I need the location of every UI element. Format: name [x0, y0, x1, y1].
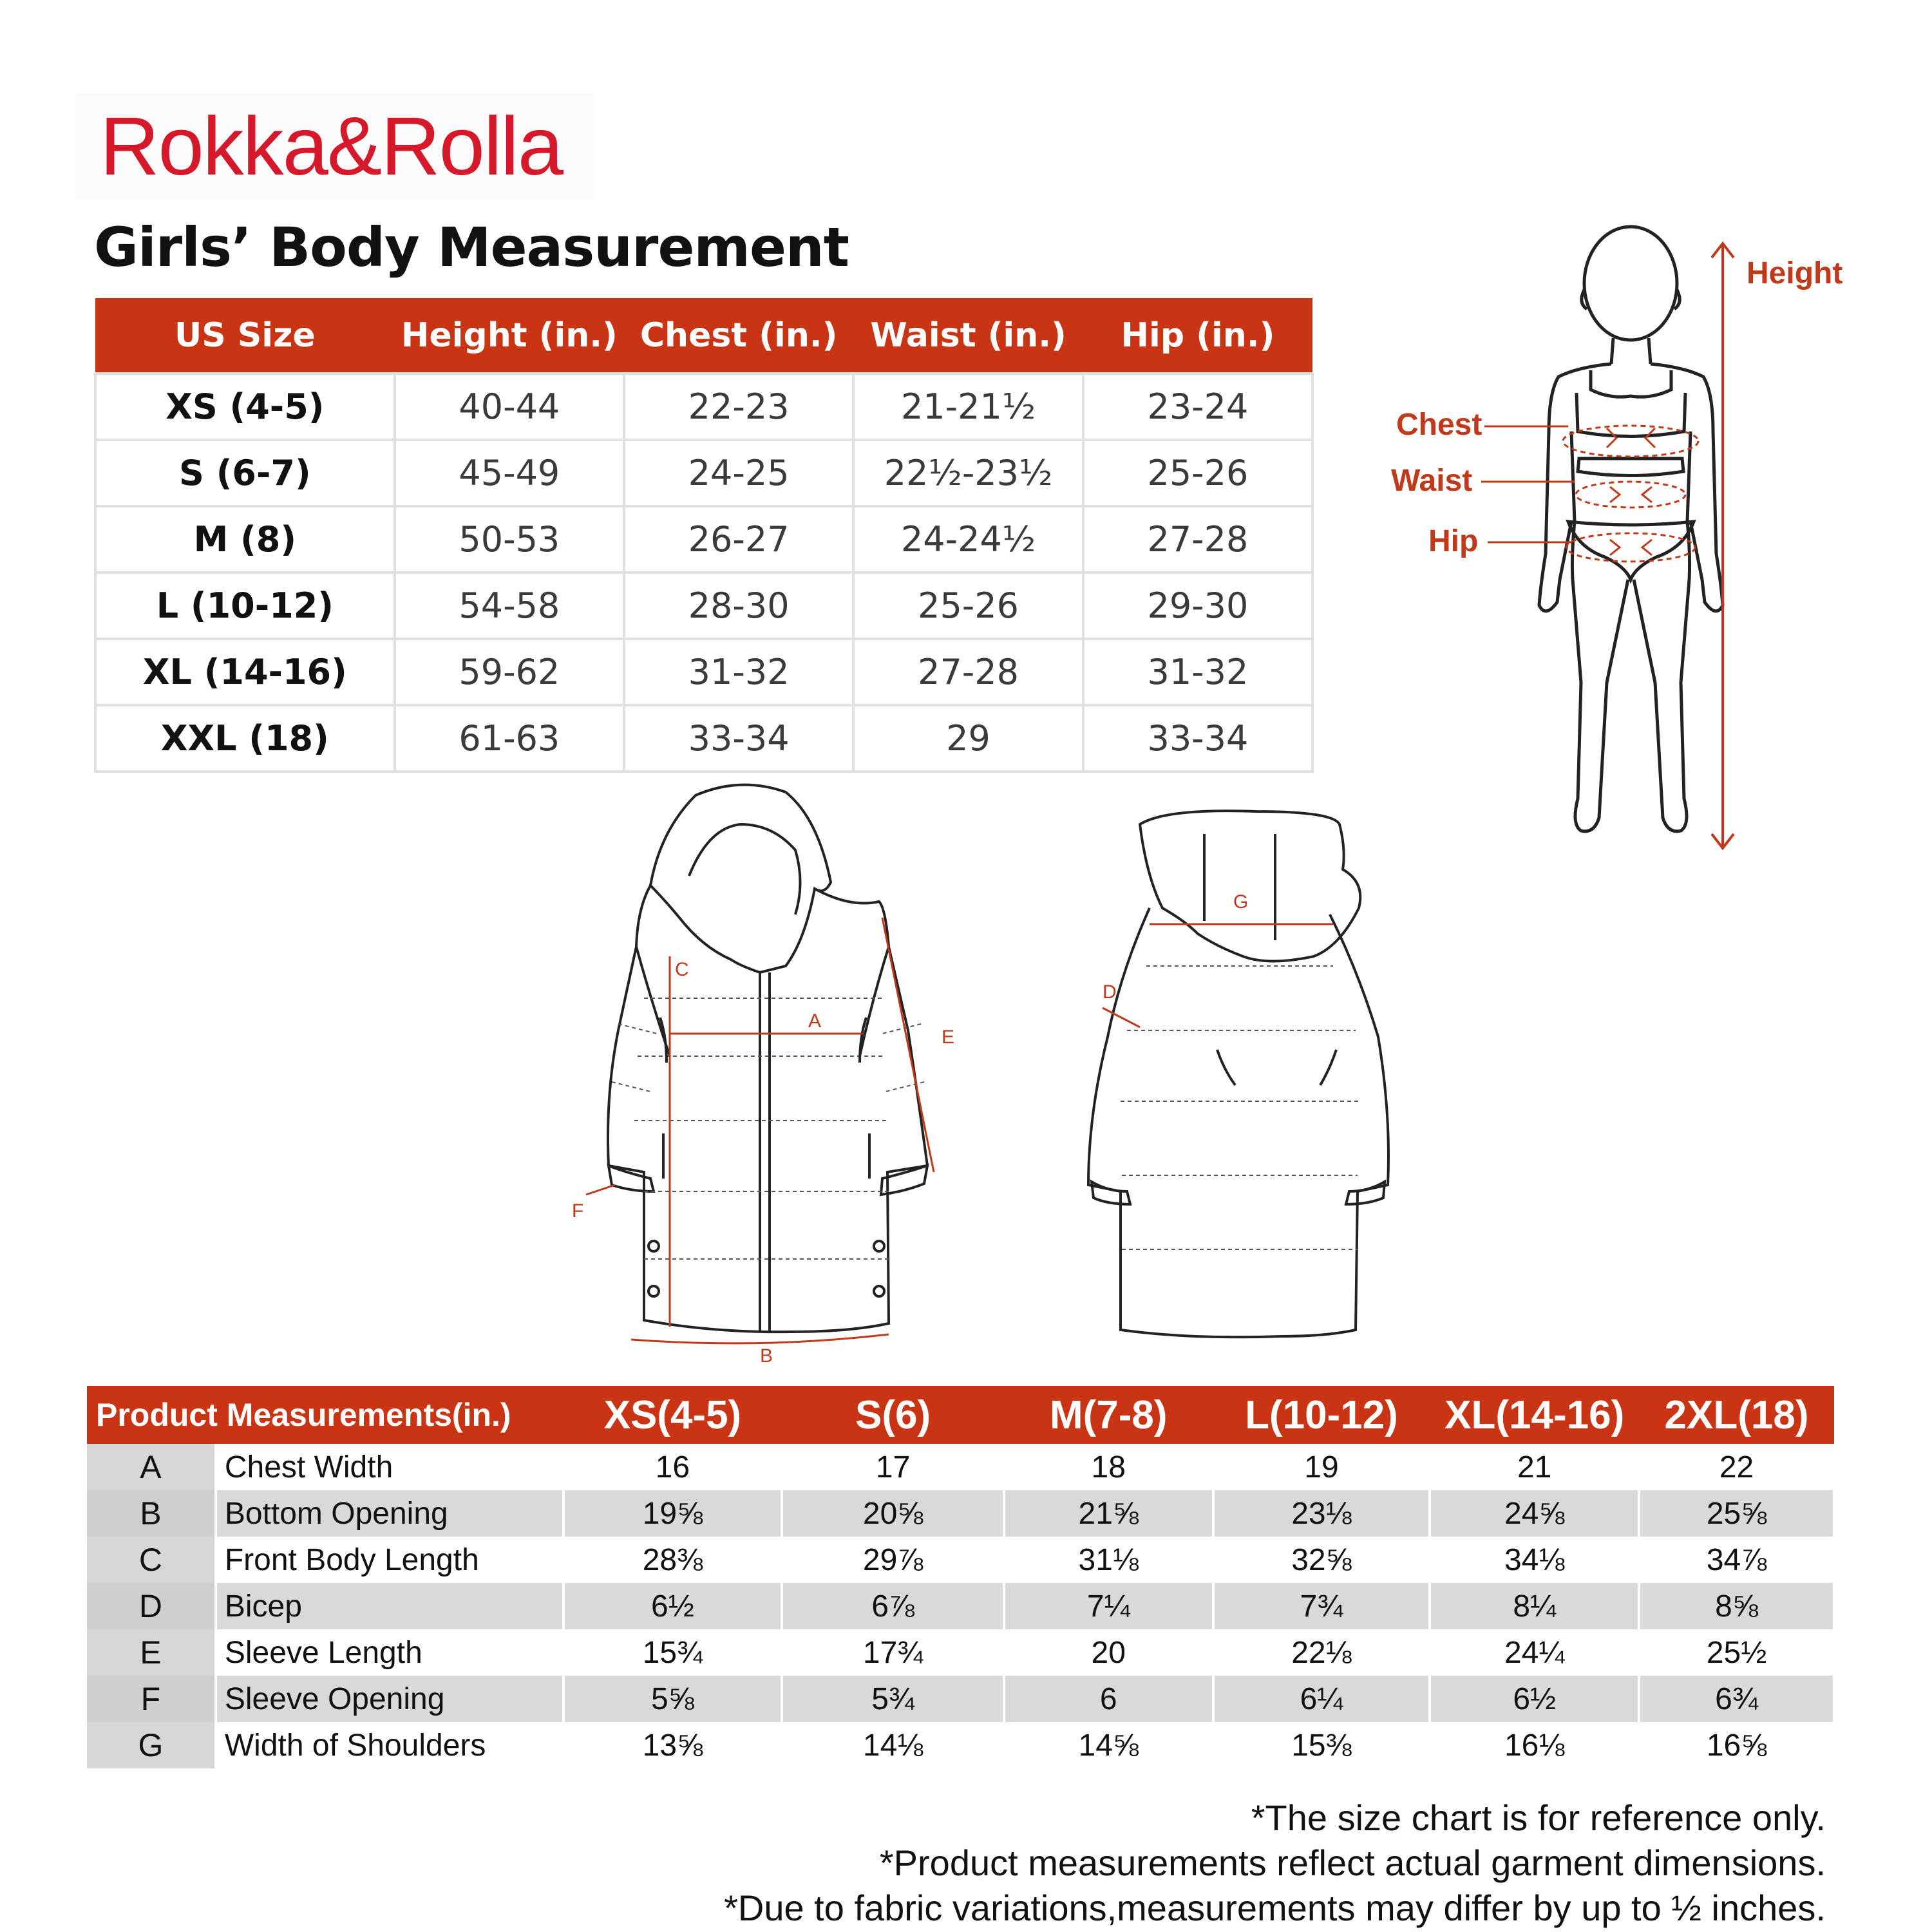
value-cell: 18: [1004, 1444, 1213, 1490]
brand-logo: Rokka&Rolla: [74, 93, 596, 200]
body-figure-illustration: [1352, 219, 1880, 863]
header-size-m: M(7-8): [1004, 1386, 1213, 1444]
row-label: Chest Width: [216, 1444, 564, 1490]
value-cell: 19: [1213, 1444, 1430, 1490]
header-size-xs: XS(4-5): [564, 1386, 782, 1444]
height-cell: 40-44: [395, 374, 624, 440]
row-letter: D: [87, 1583, 216, 1629]
note-fabric-variation: *Due to fabric variations,measurements may differ by up to ½ inches.: [724, 1888, 1826, 1928]
header-size-l: L(10-12): [1213, 1386, 1430, 1444]
header-chest: Chest (in.): [624, 298, 853, 374]
row-letter: A: [87, 1444, 216, 1490]
hip-cell: 23-24: [1083, 374, 1312, 440]
row-letter: E: [87, 1629, 216, 1676]
hip-cell: 33-34: [1083, 705, 1312, 772]
waist-cell: 29: [853, 705, 1083, 772]
height-cell: 50-53: [395, 506, 624, 573]
waist-label: Waist: [1391, 464, 1473, 498]
value-cell: 25⅝: [1639, 1490, 1834, 1537]
size-cell: XL (14-16): [95, 639, 395, 705]
coat-front-outline: [608, 785, 927, 1332]
value-cell: 22: [1639, 1444, 1834, 1490]
chest-cell: 31-32: [624, 639, 853, 705]
value-cell: 7¾: [1213, 1583, 1430, 1629]
body-table-header: [95, 298, 1312, 374]
label-d: D: [1103, 981, 1117, 1003]
label-e: E: [942, 1027, 955, 1048]
value-cell: 16⅝: [1639, 1722, 1834, 1768]
product-measurement-table: [87, 1386, 1835, 1768]
table-row: [87, 1444, 1834, 1490]
chest-cell: 22-23: [624, 374, 853, 440]
row-label: Bottom Opening: [216, 1490, 564, 1537]
waist-cell: 24-24½: [853, 506, 1083, 573]
row-letter: C: [87, 1537, 216, 1583]
size-cell: L (10-12): [95, 573, 395, 639]
value-cell: 14⅝: [1004, 1722, 1213, 1768]
chest-cell: 33-34: [624, 705, 853, 772]
value-cell: 28⅜: [564, 1537, 782, 1583]
coat-back-outline: [1088, 811, 1388, 1337]
value-cell: 34⅛: [1430, 1537, 1639, 1583]
label-f: F: [572, 1200, 584, 1222]
table-row: [87, 1629, 1834, 1676]
table-row: [95, 705, 1312, 772]
value-cell: 6¼: [1213, 1676, 1430, 1722]
row-label: Sleeve Opening: [216, 1676, 564, 1722]
value-cell: 7¼: [1004, 1583, 1213, 1629]
chest-cell: 28-30: [624, 573, 853, 639]
label-g: G: [1233, 891, 1249, 913]
value-cell: 15⅜: [1213, 1722, 1430, 1768]
label-a: A: [808, 1010, 822, 1032]
header-product-measurements: Product Measurements(in.): [87, 1386, 564, 1444]
header-size-2xl: 2XL(18): [1639, 1386, 1834, 1444]
row-label: Front Body Length: [216, 1537, 564, 1583]
header-us-size: US Size: [95, 298, 395, 374]
header-size-s: S(6): [782, 1386, 1004, 1444]
hip-cell: 25-26: [1083, 440, 1312, 506]
value-cell: 6¾: [1639, 1676, 1834, 1722]
value-cell: 17¾: [782, 1629, 1004, 1676]
value-cell: 5¾: [782, 1676, 1004, 1722]
chest-cell: 24-25: [624, 440, 853, 506]
value-cell: 21⅝: [1004, 1490, 1213, 1537]
label-c: C: [675, 959, 689, 980]
waist-cell: 27-28: [853, 639, 1083, 705]
value-cell: 29⅞: [782, 1537, 1004, 1583]
value-cell: 16⅛: [1430, 1722, 1639, 1768]
value-cell: 6: [1004, 1676, 1213, 1722]
value-cell: 24¼: [1430, 1629, 1639, 1676]
value-cell: 6⅞: [782, 1583, 1004, 1629]
size-cell: XXL (18): [95, 705, 395, 772]
value-cell: 20: [1004, 1629, 1213, 1676]
value-cell: 22⅛: [1213, 1629, 1430, 1676]
header-hip: Hip (in.): [1083, 298, 1312, 374]
height-cell: 59-62: [395, 639, 624, 705]
row-label: Width of Shoulders: [216, 1722, 564, 1768]
value-cell: 13⅝: [564, 1722, 782, 1768]
child-outline: [1539, 227, 1723, 831]
header-height: Height (in.): [395, 298, 624, 374]
value-cell: 6½: [564, 1583, 782, 1629]
table-row: [87, 1490, 1834, 1537]
table-row: [87, 1583, 1834, 1629]
measurement-rings: [1563, 426, 1698, 562]
size-cell: XS (4-5): [95, 374, 395, 440]
table-row: [95, 573, 1312, 639]
table-row: [95, 374, 1312, 440]
garment-diagram: [547, 779, 1462, 1378]
note-garment-dimensions: *Product measurements reflect actual garment dimensions.: [879, 1842, 1826, 1883]
hip-cell: 29-30: [1083, 573, 1312, 639]
height-label: Height: [1747, 256, 1843, 290]
value-cell: 8⅝: [1639, 1583, 1834, 1629]
waist-cell: 21-21½: [853, 374, 1083, 440]
size-cell: M (8): [95, 506, 395, 573]
body-measurement-table: [94, 298, 1314, 773]
height-cell: 45-49: [395, 440, 624, 506]
row-letter: G: [87, 1722, 216, 1768]
value-cell: 21: [1430, 1444, 1639, 1490]
row-label: Bicep: [216, 1583, 564, 1629]
body-measurement-title: Girls’ Body Measurement: [94, 216, 849, 279]
value-cell: 31⅛: [1004, 1537, 1213, 1583]
hip-label: Hip: [1428, 524, 1479, 558]
hip-cell: 27-28: [1083, 506, 1312, 573]
value-cell: 8¼: [1430, 1583, 1639, 1629]
row-letter: F: [87, 1676, 216, 1722]
table-row: [87, 1722, 1834, 1768]
height-cell: 61-63: [395, 705, 624, 772]
chest-label: Chest: [1396, 408, 1482, 442]
value-cell: 24⅝: [1430, 1490, 1639, 1537]
size-cell: S (6-7): [95, 440, 395, 506]
waist-cell: 25-26: [853, 573, 1083, 639]
header-waist: Waist (in.): [853, 298, 1083, 374]
value-cell: 17: [782, 1444, 1004, 1490]
note-reference-only: *The size chart is for reference only.: [1251, 1797, 1826, 1838]
value-cell: 32⅝: [1213, 1537, 1430, 1583]
table-row: [95, 506, 1312, 573]
value-cell: 5⅝: [564, 1676, 782, 1722]
header-size-xl: XL(14-16): [1430, 1386, 1639, 1444]
value-cell: 16: [564, 1444, 782, 1490]
value-cell: 14⅛: [782, 1722, 1004, 1768]
product-table-header: [87, 1386, 1834, 1444]
table-row: [95, 440, 1312, 506]
value-cell: 15¾: [564, 1629, 782, 1676]
row-label: Sleeve Length: [216, 1629, 564, 1676]
value-cell: 20⅝: [782, 1490, 1004, 1537]
hip-cell: 31-32: [1083, 639, 1312, 705]
height-cell: 54-58: [395, 573, 624, 639]
table-row: [87, 1537, 1834, 1583]
value-cell: 34⅞: [1639, 1537, 1834, 1583]
value-cell: 6½: [1430, 1676, 1639, 1722]
value-cell: 19⅝: [564, 1490, 782, 1537]
table-row: [95, 639, 1312, 705]
value-cell: 25½: [1639, 1629, 1834, 1676]
row-letter: B: [87, 1490, 216, 1537]
value-cell: 23⅛: [1213, 1490, 1430, 1537]
chest-cell: 26-27: [624, 506, 853, 573]
waist-cell: 22½-23½: [853, 440, 1083, 506]
label-b: B: [760, 1345, 773, 1367]
table-row: [87, 1676, 1834, 1722]
